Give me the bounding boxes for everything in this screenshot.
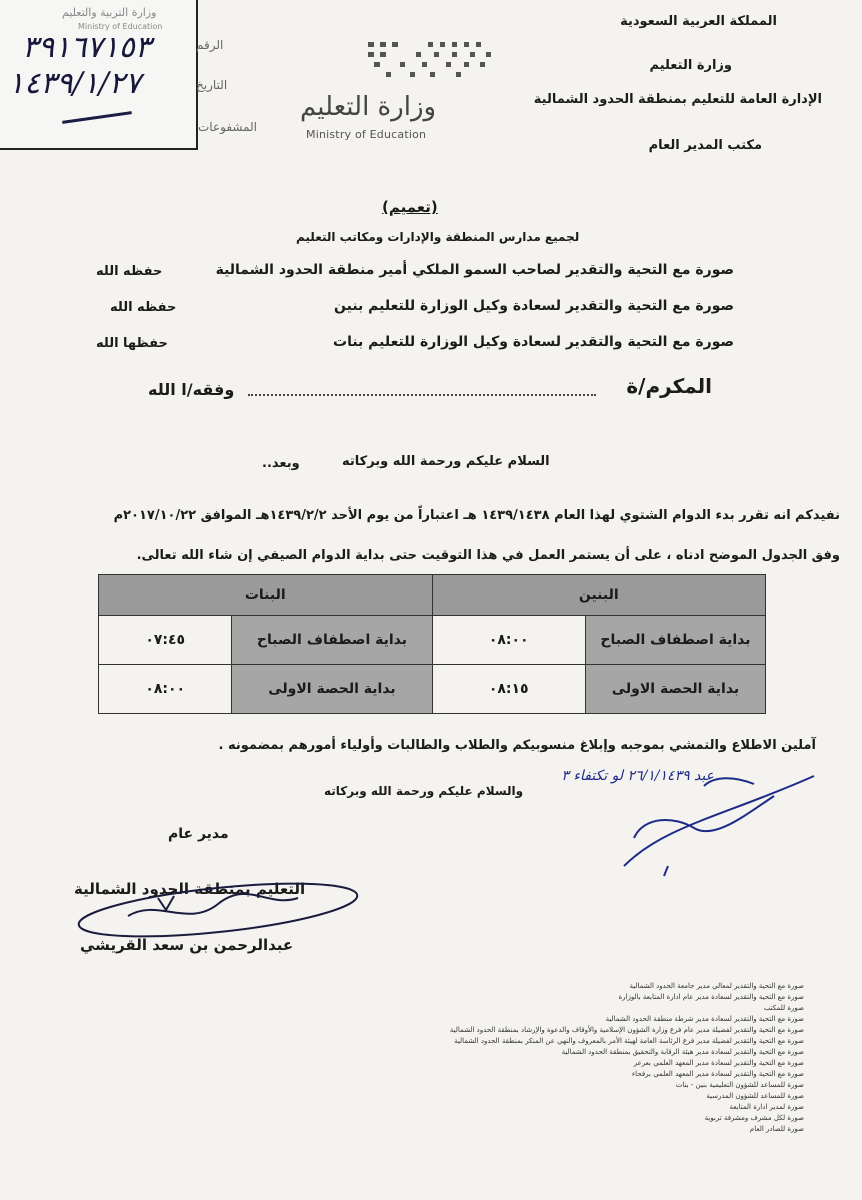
boys-time-1: ٠٨:٠٠	[432, 616, 585, 665]
paragraph-line-1: نفيدكم انه تقرر بدء الدوام الشتوي لهذا العام ١٤٣٩/١٤٣٨ هـ اعتباراً من يوم الأحد ١٤٣٩/٢/٢هـ الموافق ٢٠١٧/١٠/٢٢م	[113, 508, 840, 523]
stamp-org-arabic: وزارة التربية والتعليم	[62, 6, 157, 19]
addressee-dotted-line	[248, 394, 596, 396]
stamp-org-english: Ministry of Education	[78, 22, 163, 31]
header-kingdom: المملكة العربية السعودية	[620, 14, 777, 29]
signatory-name: عبدالرحمن بن سعد القريشي	[80, 936, 294, 954]
schedule-header-row	[99, 575, 766, 616]
boys-time-2: ٠٨:١٥	[432, 665, 585, 714]
header-administration: الإدارة العامة للتعليم بمنطقة الحدود الشمالية	[533, 92, 822, 107]
header-ministry: وزارة التعليم	[649, 58, 732, 73]
cc-line: صورة لمدير ادارة المتابعة	[729, 1103, 804, 1111]
signatory-department: التعليم بمنطقة الحدود الشمالية	[74, 880, 306, 898]
memo-title: (تعميم)	[382, 198, 438, 216]
cc-line: صورة مع التحية والتقدير لسعادة مدير عام ادارة المتابعة بالوزارة	[618, 993, 804, 1001]
ministry-logo-mark	[360, 38, 500, 88]
stamp-label-date: التاريخ	[196, 78, 228, 92]
cc-line: صورة للمكتب	[763, 1004, 804, 1012]
signature-scribble	[58, 868, 368, 948]
logo-text-arabic: وزارة التعليم	[300, 92, 437, 122]
cc-line: صورة لكل مشرف ومشرفة تربوية	[704, 1114, 804, 1122]
cc-line: صورة مع التحية والتقدير لفضيلة مدير عام فرع وزارة الشؤون الإسلامية والأوقاف والدعوة والإرشاد بمنطقة الحدود الشمالية	[449, 1026, 804, 1034]
cc-line: صورة للصادر العام	[749, 1125, 804, 1133]
registration-stamp	[0, 0, 198, 150]
signatory-title: مدير عام	[168, 826, 229, 842]
stamp-label-attachments: المشفوعات	[198, 120, 258, 134]
cc-line: صورة مع التحية والتقدير لسعادة مدير شرطة منطقة الحدود الشمالية	[605, 1015, 804, 1023]
stamp-pen-stroke	[62, 111, 132, 124]
handwritten-note: عبد ٢٦/١/١٤٣٩ لو تكتفاء ٣	[561, 768, 714, 784]
copy-honorific-1: حفظه الله	[96, 264, 163, 279]
girls-time-2: ٠٨:٠٠	[99, 665, 232, 714]
copy-line-2: صورة مع التحية والتقدير لسعادة وكيل الوزارة للتعليم بنين	[334, 298, 734, 314]
boys-header: البنين	[432, 575, 765, 616]
schedule-row	[99, 616, 766, 665]
greeting: السلام عليكم ورحمة الله وبركاته	[342, 454, 550, 469]
schedule-table	[98, 574, 766, 714]
copy-honorific-3: حفظها الله	[96, 336, 168, 351]
logo-text-english: Ministry of Education	[306, 128, 427, 141]
memo-recipients: لجميع مدارس المنطقة والإدارات ومكاتب التعليم	[296, 230, 580, 244]
boys-label-1: بداية اصطفاف الصباح	[585, 616, 765, 665]
schedule-row	[99, 665, 766, 714]
cc-line: صورة مع التحية والتقدير لمعالي مدير جامعة الحدود الشمالية	[629, 982, 804, 990]
cc-line: صورة للمساعد للشؤون التعليمية بنين - بنات	[675, 1081, 804, 1089]
copy-line-1: صورة مع التحية والتقدير لصاحب السمو الملكي أمير منطقة الحدود الشمالية	[215, 262, 734, 278]
handwritten-annotation	[561, 756, 844, 886]
addressee: المكرم/ة	[626, 374, 712, 398]
girls-header: البنات	[99, 575, 433, 616]
copy-line-3: صورة مع التحية والتقدير لسعادة وكيل الوزارة للتعليم بنات	[333, 334, 734, 350]
stamp-number-handwritten: ٣٩١٦٧١٥٣	[22, 30, 151, 65]
cc-line: صورة مع التحية والتقدير لسعادة مدير المعهد العلمي بعرعر	[633, 1059, 804, 1067]
boys-label-2: بداية الحصة الاولى	[585, 665, 765, 714]
girls-label-1: بداية اصطفاف الصباح	[232, 616, 432, 665]
girls-label-2: بداية الحصة الاولى	[232, 665, 432, 714]
cc-line: صورة مع التحية والتقدير لفضيلة مدير فرع الرئاسة العامة لهيئة الأمر بالمعروف والنهي عن المنكر بمنطقة الحدود الشمالية	[454, 1037, 804, 1045]
girls-time-1: ٠٧:٤٥	[99, 616, 232, 665]
paragraph-line-2: وفق الجدول الموضح ادناه ، على أن يستمر العمل في هذا التوقيت حتى بداية الدوام الصيفي إن شاء الله تعالى.	[136, 548, 840, 563]
cc-line: صورة مع التحية والتقدير لسعادة مدير هيئة الرقابة والتحقيق بمنطقة الحدود الشمالية	[561, 1048, 804, 1056]
cc-line: صورة للمساعد للشؤون المدرسية	[706, 1092, 804, 1100]
copy-honorific-2: حفظه الله	[110, 300, 177, 315]
cc-line: صورة مع التحية والتقدير لسعادة مدير المعهد العلمي برفحاء	[631, 1070, 804, 1078]
greeting-after: وبعد..	[262, 456, 300, 471]
closing-request: آملين الاطلاع والتمشي بموجبه وإبلاغ منسوبيكم والطلاب والطالبات وأولياء أمورهم بمضمونه .	[218, 738, 816, 753]
stamp-date-handwritten: ١٤٣٩/١/٢٧	[8, 66, 142, 101]
addressee-closing: وفقه/ا الله	[148, 380, 235, 399]
header-office: مكتب المدير العام	[648, 138, 762, 153]
stamp-label-number: الرقم	[196, 38, 224, 52]
closing-greeting: والسلام عليكم ورحمة الله وبركاته	[324, 784, 524, 798]
